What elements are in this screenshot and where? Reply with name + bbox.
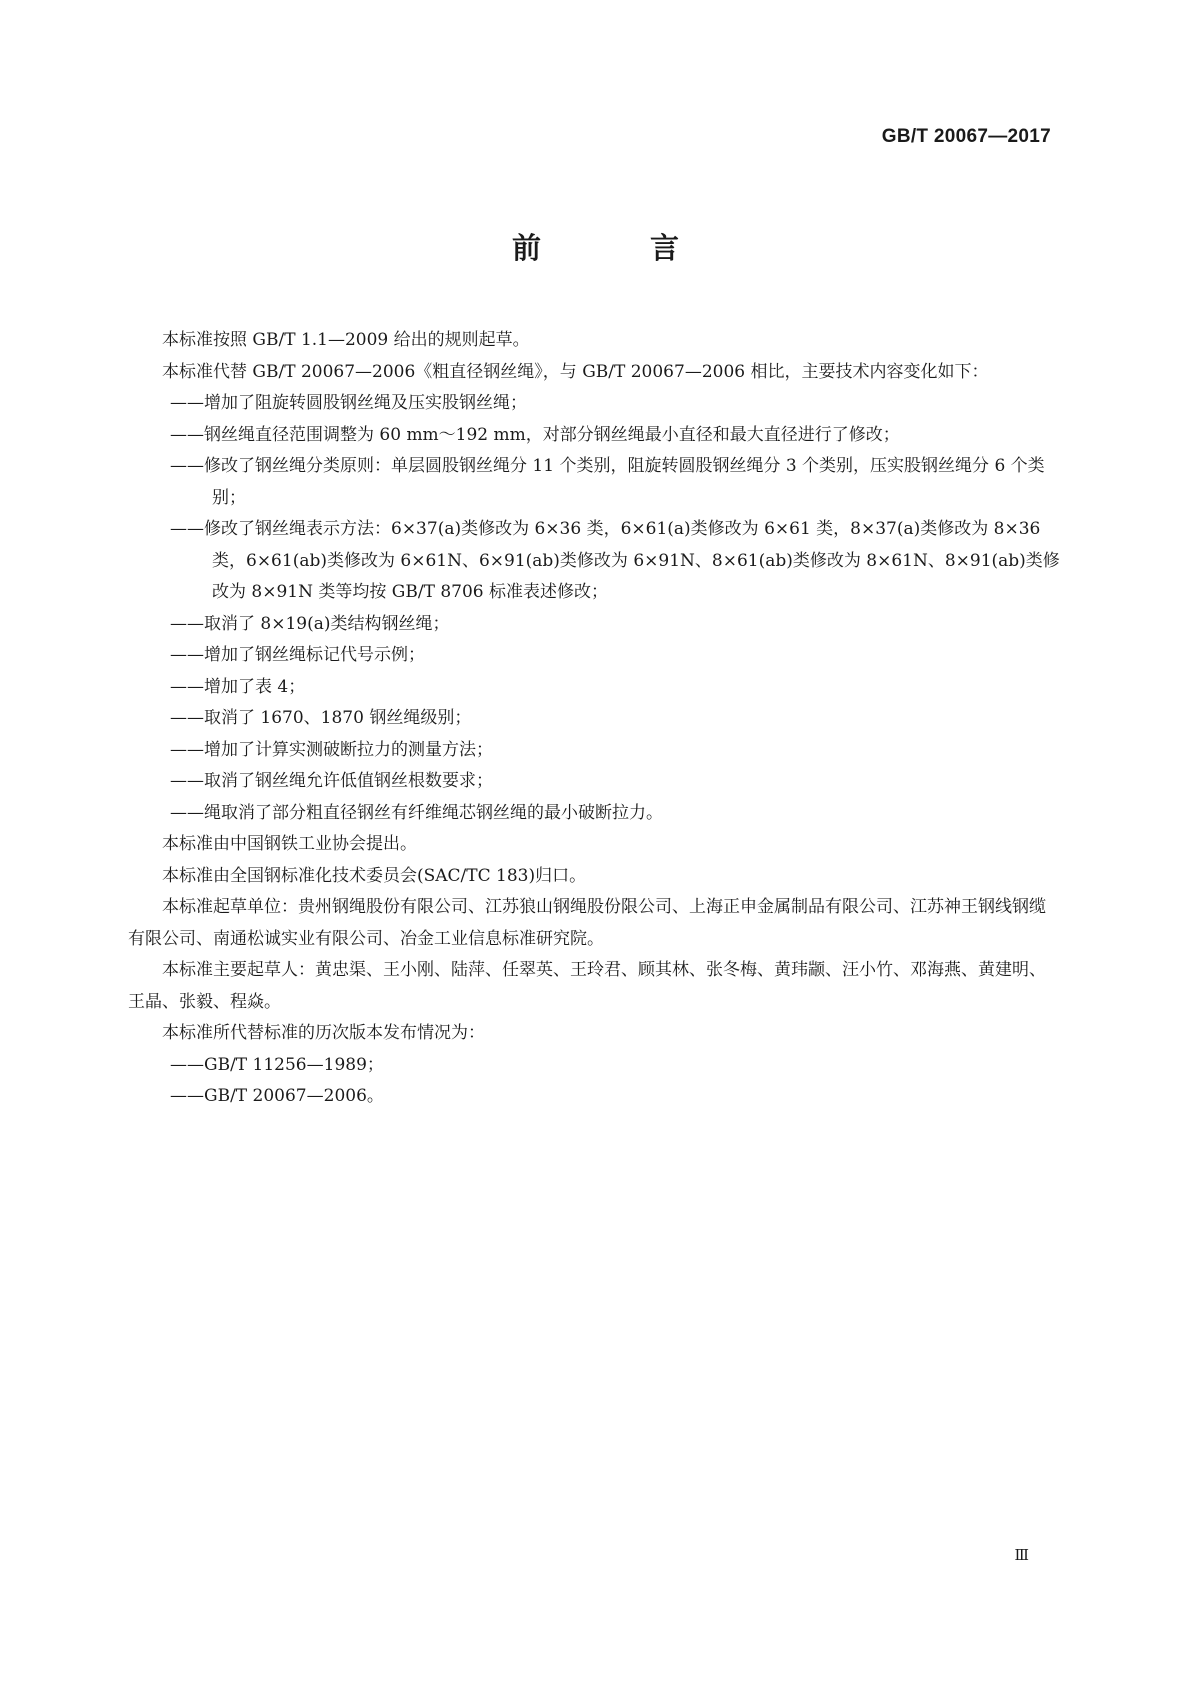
paragraph-drafting-units: 本标准起草单位：贵州钢绳股份有限公司、江苏狼山钢绳股份限公司、上海正申金属制品有限公司、江苏神王钢线钢缆有限公司、南通松诚实业有限公司、冶金工业信息标准研究院。 — [128, 897, 1046, 949]
paragraph-committee: 本标准由全国钢标准化技术委员会(SAC/TC 183)归口。 — [162, 865, 587, 886]
list-item: ——钢丝绳直径范围调整为 60 mm～192 mm，对部分钢丝绳最小直径和最大直径进行了修改； — [170, 424, 900, 445]
list-item: ——取消了 8×19(a)类结构钢丝绳； — [170, 613, 450, 634]
list-item: ——增加了钢丝绳标记代号示例； — [170, 645, 425, 665]
changes-list — [128, 388, 1060, 829]
list-item: ——取消了 1670、1870 钢丝绳级别； — [170, 708, 472, 728]
list-item: ——GB/T 20067—2006。 — [170, 1086, 384, 1106]
list-item: ——增加了计算实测破断拉力的测量方法； — [170, 739, 493, 760]
list-item: ——取消了钢丝绳允许低值钢丝根数要求； — [170, 771, 493, 791]
list-item: ——GB/T 11256—1989； — [170, 1054, 384, 1075]
list-item: ——绳取消了部分粗直径钢丝有纤维绳芯钢丝绳的最小破断拉力。 — [170, 802, 663, 823]
foreword-body — [128, 325, 1060, 1113]
paragraph-drafters: 本标准主要起草人：黄忠渠、王小刚、陆萍、任翠英、王玲君、顾其林、张冬梅、黄玮颛、汪小竹、邓海燕、黄建明、王晶、张毅、程焱。 — [128, 960, 1046, 1012]
page-number: Ⅲ — [1014, 1546, 1029, 1564]
list-item: ——修改了钢丝绳分类原则：单层圆股钢丝绳分 11 个类别，阻旋转圆股钢丝绳分 3 个类别，压实股钢丝绳分 6 个类别； — [170, 456, 1045, 508]
list-item: ——增加了表 4； — [170, 676, 306, 697]
history-list — [128, 1050, 1060, 1113]
paragraph-proposer: 本标准由中国钢铁工业协会提出。 — [162, 834, 417, 854]
paragraph-history-intro: 本标准所代替标准的历次版本发布情况为： — [162, 1023, 485, 1043]
page-title: 前 言 — [511, 231, 719, 265]
list-item: ——修改了钢丝绳表示方法：6×37(a)类修改为 6×36 类，6×61(a)类修改为 6×61 类，8×37(a)类修改为 8×36 类，6×61(ab)类修改为 6×61N、6×91(ab)类修改为 6×91N、8×61(ab)类修改为 8×61N、8×91(ab)类修改为 8×91N 类等均按 GB/T 8706 标准表述修改； — [170, 519, 1060, 602]
paragraph-replaces: 本标准代替 GB/T 20067—2006《粗直径钢丝绳》，与 GB/T 20067—2006 相比，主要技术内容变化如下： — [162, 361, 989, 382]
list-item: ——增加了阻旋转圆股钢丝绳及压实股钢丝绳； — [170, 393, 527, 413]
paragraph-drafting-rules: 本标准按照 GB/T 1.1—2009 给出的规则起草。 — [162, 330, 530, 350]
document-code: GB/T 20067—2017 — [881, 126, 1051, 147]
